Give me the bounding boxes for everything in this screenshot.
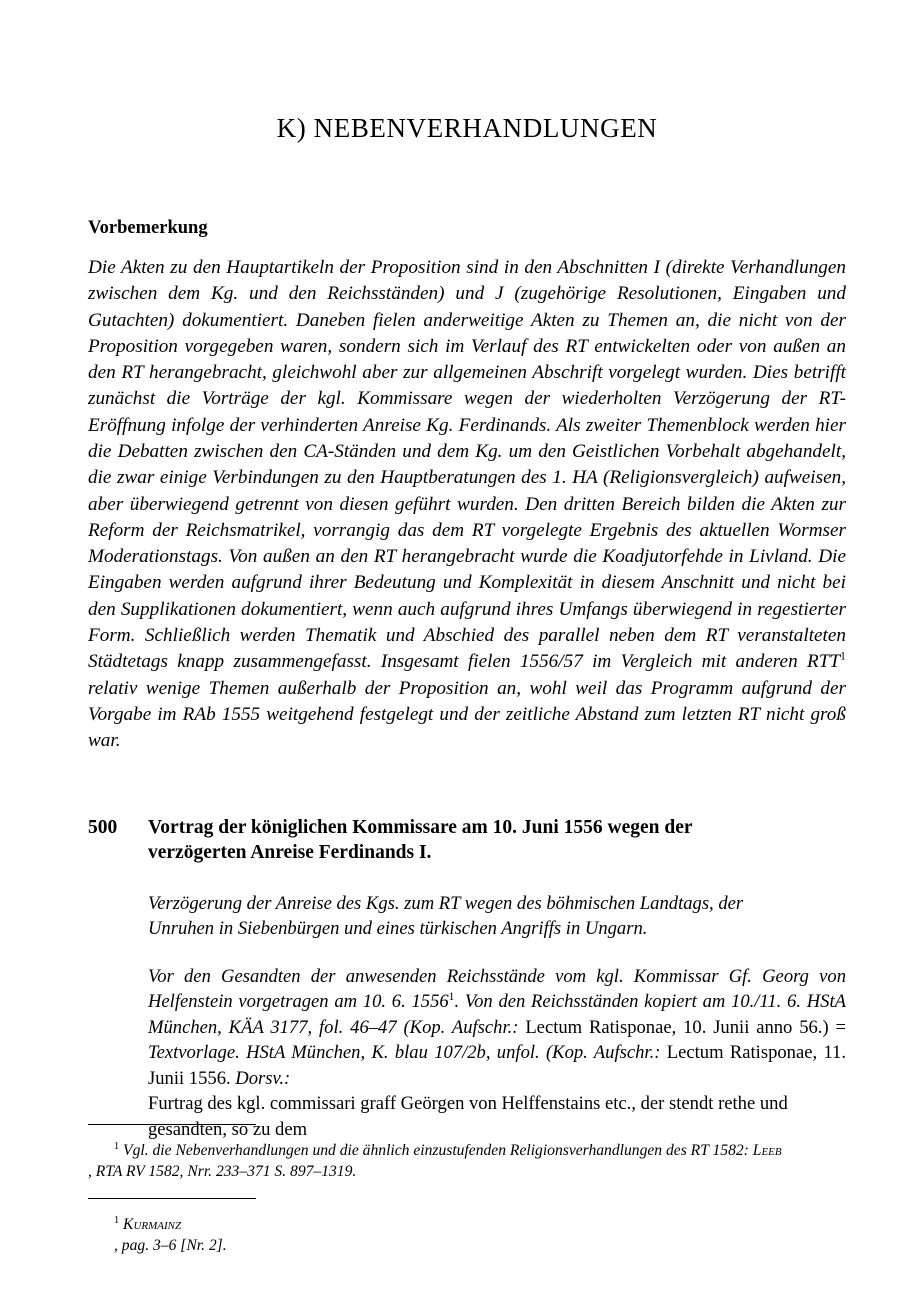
apparatus-segment-provenance: Vor den Gesandten der anwesenden Reichsstände vom kgl. Kommissar Gf. Georg von Helfenstein vorgetragen am 10. 6. 1556	[148, 965, 846, 1013]
footnote-block-2	[88, 1198, 846, 1257]
apparatus-segment-inscription-1: Lectum Ratisponae, 10. Junii anno 56.)	[525, 1016, 829, 1038]
footnote-2-text-after: , pag. 3–6 [Nr. 2].	[114, 1237, 227, 1255]
footnote-separator-rule-1	[88, 1124, 256, 1125]
chapter-title: K) NEBENVERHANDLUNGEN	[276, 113, 658, 143]
apparatus-segment-dorsal-label: Dorsv.:	[235, 1067, 291, 1089]
entry-regest	[148, 891, 846, 942]
footnote-block-1	[88, 1124, 846, 1183]
entry-number: 500	[88, 816, 118, 838]
apparatus-segment-equals: =	[828, 1016, 846, 1038]
apparatus-segment-copies: . Von den Reichsständen kopiert am 10./11. 6. HStA München, KÄA 3177, fol. 46–47 (Kop. Aufschr.:	[148, 991, 846, 1038]
apparatus-segment-dorsal-text: Furtrag des kgl. commissari graff Geörgen von Helffenstains etc., der stendt rethe und gesandten, so zu dem	[148, 1093, 788, 1140]
entry-500	[88, 815, 846, 866]
footnote-1-text-before: Vgl. die Nebenverhandlungen und die ähnlich einzustufenden Religionsverhandlungen des RT 1582:	[123, 1142, 753, 1160]
footnote-marker-1: 1	[114, 1141, 120, 1153]
apparatus-footnote-reference[interactable]: 1	[448, 990, 455, 1003]
entry-body	[148, 891, 846, 1143]
preface-text-part1: Die Akten zu den Hauptartikeln der Proposition sind in den Abschnitten I (direkte Verhandlungen zwischen dem Kg. und den Reichsständen) und J (zugehörige Resolutionen, Eingaben und Gutachten) dokumentiert. Daneben fielen anderweitige Akten zu Themen an, die nicht von der Proposition vorgegeben waren, sondern sich im Verlauf des RT entwickelten oder von außen an den RT herangebracht, gleichwohl aber zur allgemeinen Abschrift vorgelegt wurden. Dies betrifft zunächst die Vorträge der kgl. Kommissare wegen der wiederholten Verzögerung der RT-Eröffnung infolge der verhinderten Anreise Kg. Ferdinands. Als zweiter Themenblock werden hier die Debatten zwischen den CA-Ständen und dem Kg. um den Geistlichen Vorbehalt abgehandelt, die zwar einige Verbindungen zu den Hauptberatungen des 1. HA (Religionsvergleich) aufweisen, aber überwiegend getrennt von diesen geführt wurden. Den dritten Bereich bilden die Akten zur Reform der Reichsmatrikel, vorrangig das dem RT vorgelegte Ergebnis des aktuellen Wormser Moderationstags. Von außen an den RT herangebracht wurde die Koadjutorfehde in Livland. Die Eingaben werden aufgrund ihrer Bedeutung und Komplexität in diesem Anschnitt und nicht bei den Supplikationen dokumentiert, wenn auch aufgrund ihres Umfangs überwiegend in regestierter Form. Schließlich werden Thematik und Abschied des parallel neben dem RT veranstalteten Städtetags knapp zusammengefasst. Insgesamt fielen 1556/57 im Vergleich mit anderen RTT	[88, 256, 846, 673]
footnote-2	[88, 1214, 846, 1256]
apparatus-segment-textvorlage: Textvorlage. HStA München, K. blau 107/2b, unfol. (Kop. Aufschr.:	[148, 1042, 667, 1064]
entry-source-apparatus	[148, 964, 846, 1143]
footnote-1-text-after: , RTA RV 1582, Nrr. 233–371 S. 897–1319.	[88, 1163, 357, 1181]
footnote-2-author: Kurmainz	[123, 1216, 182, 1234]
preface-footnote-reference[interactable]: 1	[840, 648, 846, 663]
apparatus-segment-inscription-2: Lectum Ratisponae, 11. Junii 1556.	[148, 1042, 846, 1089]
preface-text-part2: relativ wenige Themen außerhalb der Proposition an, wohl weil das Programm aufgrund der Vorgabe im RAb 1555 weitgehend festgelegt und der zeitliche Abstand zum letzten RT nicht groß war.	[88, 677, 846, 752]
regest-line-2: Unruhen in Siebenbürgen und eines türkischen Angriffs in Ungarn.	[148, 918, 648, 940]
entry-heading-line-1: Vortrag der königlichen Kommissare am 10. Juni 1556 wegen der	[148, 816, 693, 838]
footnote-area	[88, 1124, 846, 1272]
regest-line-1: Verzögerung der Anreise des Kgs. zum RT wegen des böhmischen Landtags, der	[148, 892, 744, 914]
entry-heading	[148, 815, 846, 866]
page-content	[88, 0, 846, 1161]
preface-paragraph	[88, 255, 846, 755]
preface-heading: Vorbemerkung	[88, 218, 208, 239]
footnote-separator-rule-2	[88, 1198, 256, 1199]
footnote-1	[88, 1140, 846, 1182]
entry-heading-line-2: verzögerten Anreise Ferdinands I.	[148, 842, 432, 864]
footnote-1-author: Leeb	[752, 1142, 782, 1160]
footnote-marker-2: 1	[114, 1215, 120, 1227]
